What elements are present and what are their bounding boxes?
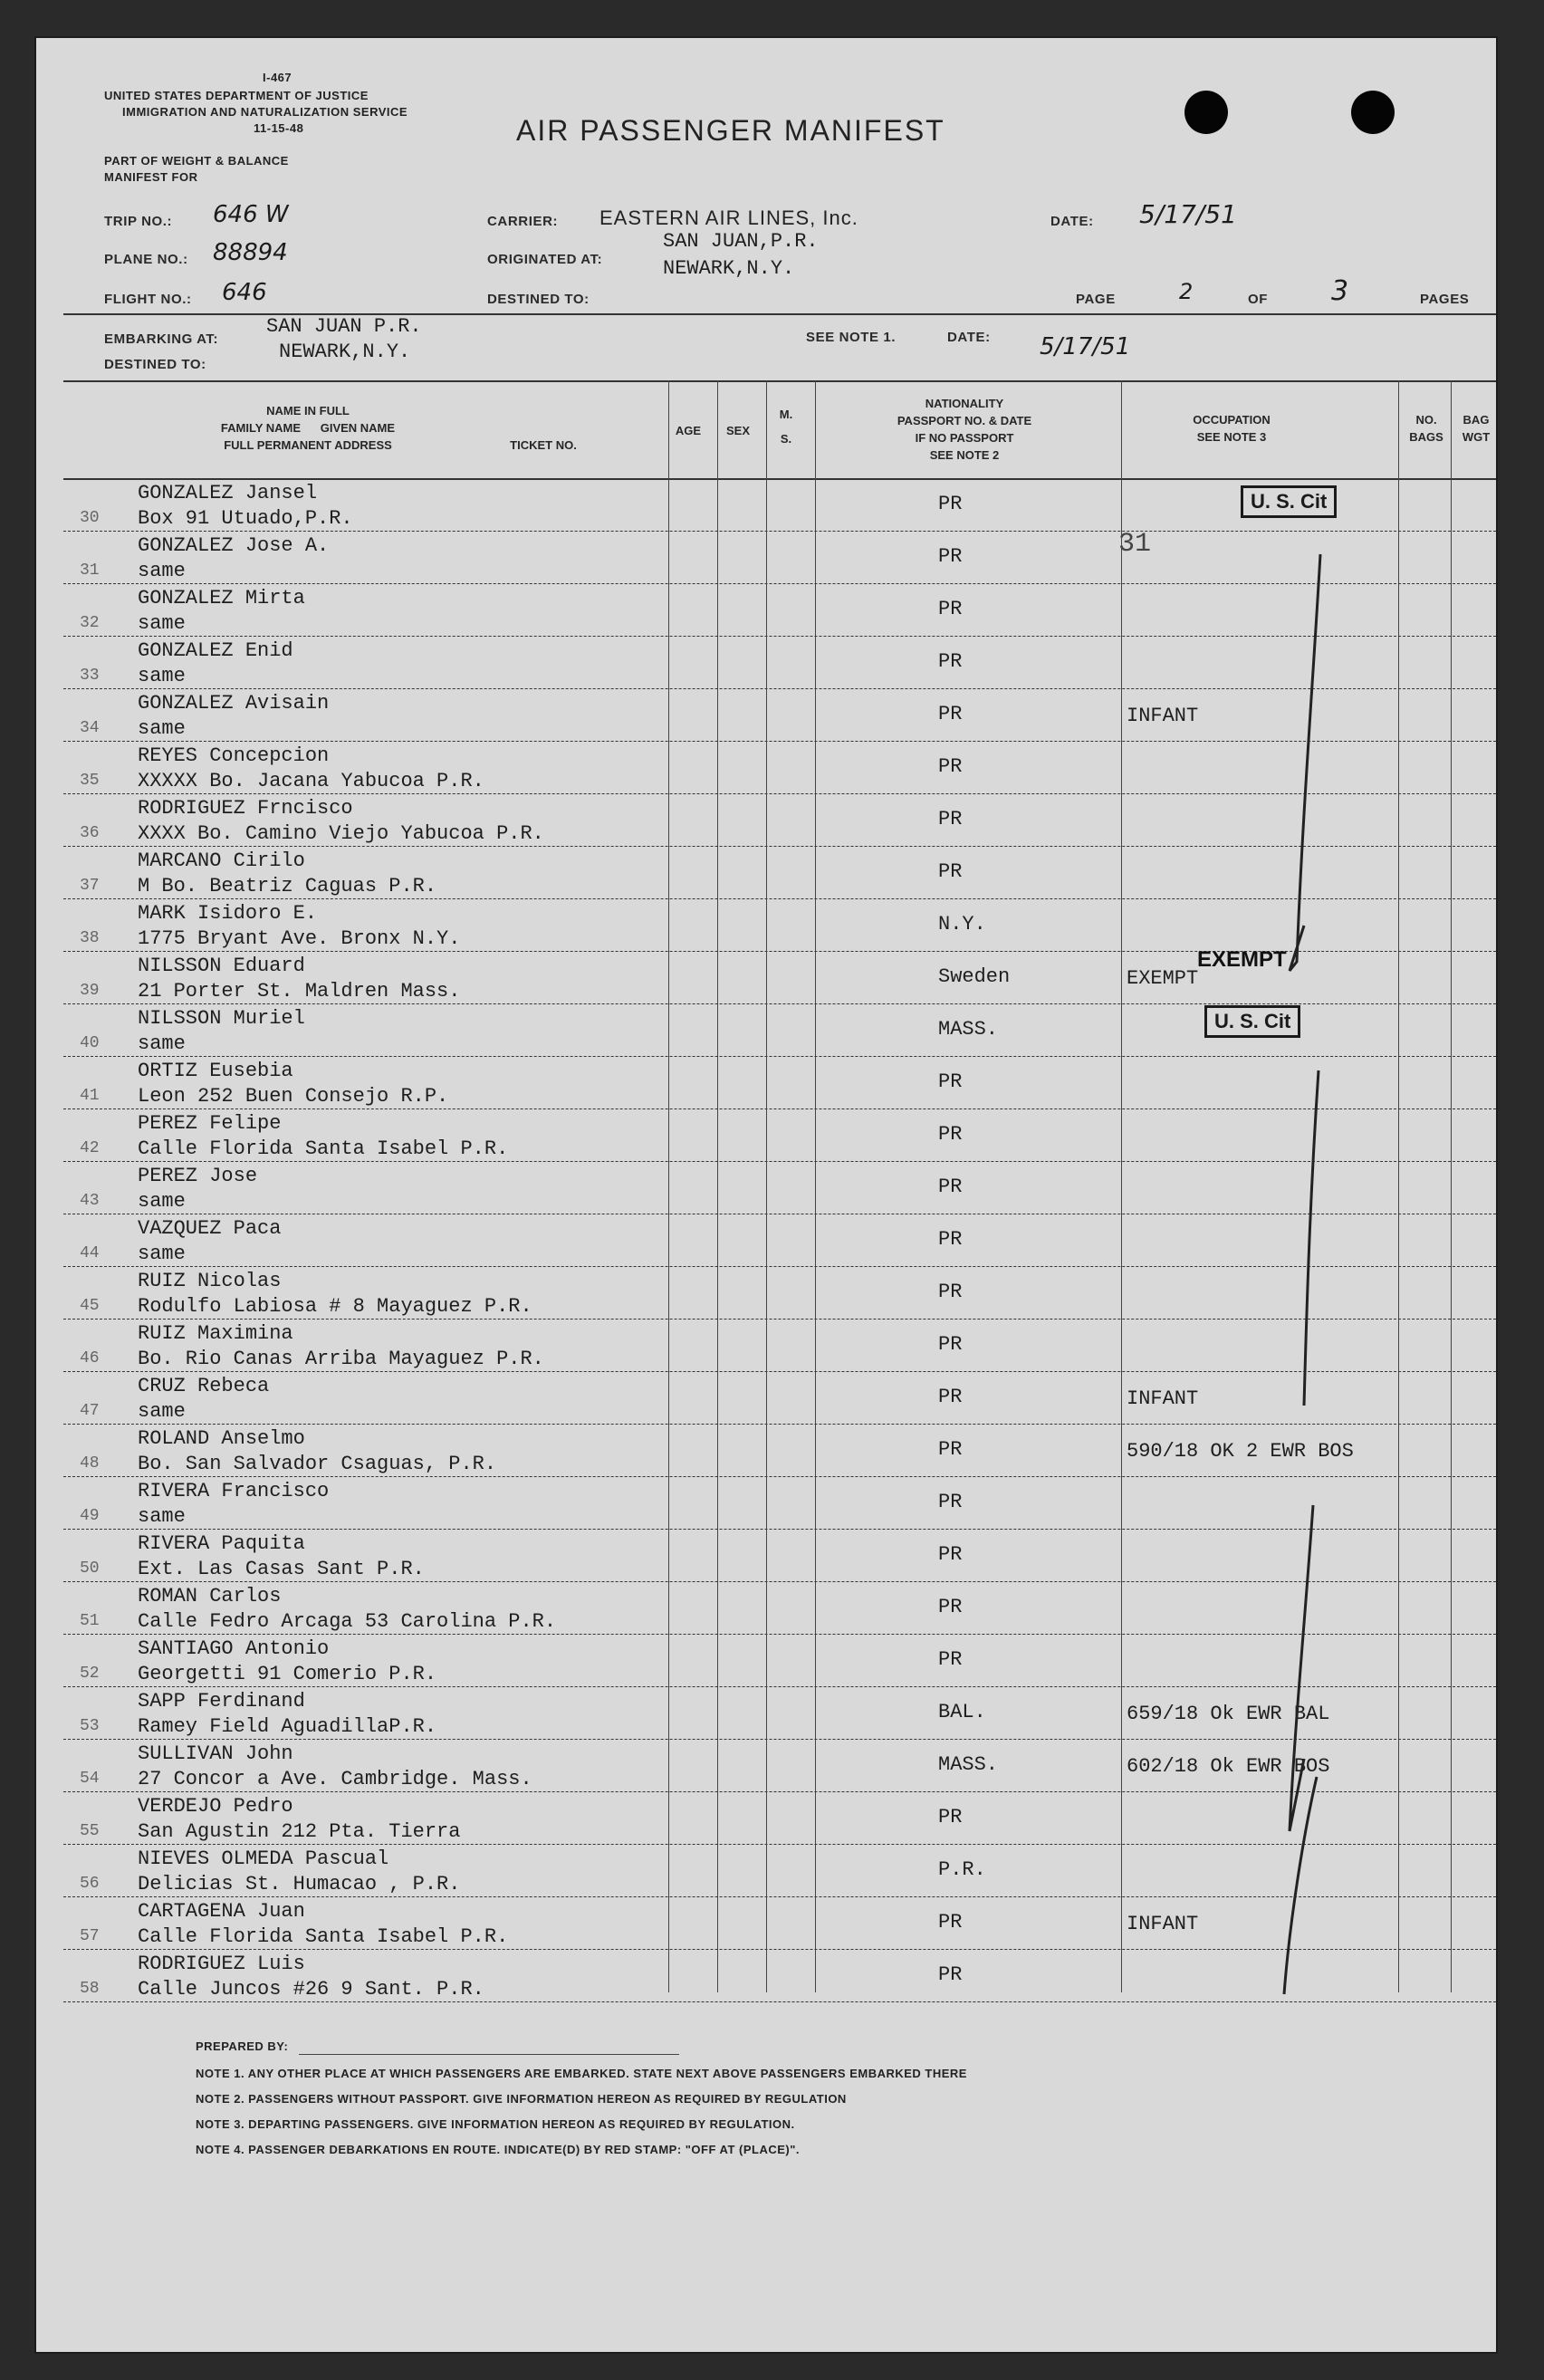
passenger-name: RODRIGUEZ Frncisco [138, 797, 353, 820]
row-number: 39 [80, 982, 100, 1000]
note-1: NOTE 1. ANY OTHER PLACE AT WHICH PASSENGERS ARE EMBARKED. STATE NEXT ABOVE PASSENGERS EMBARKED THERE [196, 2067, 967, 2080]
page-value: 2 [1179, 279, 1194, 304]
row-number: 40 [80, 1034, 100, 1052]
passenger-name: NIEVES OLMEDA Pascual [138, 1847, 389, 1870]
destined-label: DESTINED TO: [487, 292, 590, 307]
col-ticket-label: TICKET NO. [510, 438, 577, 452]
note-2: NOTE 2. PASSENGERS WITHOUT PASSPORT. GIVE INFORMATION HEREON AS REQUIRED BY REGULATION [196, 2092, 847, 2106]
passenger-address: same [138, 1032, 186, 1055]
passenger-address: Bo. Rio Canas Arriba Mayaguez P.R. [138, 1348, 544, 1370]
col-given-label: GIVEN NAME [320, 421, 396, 435]
passenger-address: M Bo. Beatriz Caguas P.R. [138, 875, 437, 897]
nationality-cell: MASS. [938, 1753, 999, 1776]
passenger-name: GONZALEZ Jansel [138, 482, 318, 504]
passenger-address: Calle Fedro Arcaga 53 Carolina P.R. [138, 1610, 557, 1633]
punch-hole [1184, 91, 1228, 134]
nationality-cell: PR [938, 808, 963, 830]
passenger-address: same [138, 717, 186, 740]
row-number: 34 [80, 719, 100, 737]
col-m-label: M. [779, 408, 793, 421]
occupation-cell: INFANT [1127, 1387, 1199, 1410]
col-nat2: PASSPORT NO. & DATE [897, 414, 1032, 427]
col-divider [815, 380, 816, 1992]
row-number: 42 [80, 1139, 100, 1157]
manifest-sheet [36, 38, 1496, 2352]
trip-no-label: TRIP NO.: [104, 214, 173, 229]
row-number: 32 [80, 614, 100, 632]
nationality-cell: PR [938, 1596, 963, 1618]
col-head-name [181, 402, 435, 454]
nationality-cell: Sweden [938, 965, 1011, 988]
nationality-cell: PR [938, 860, 963, 883]
passenger-address: Rodulfo Labiosa # 8 Mayaguez P.R. [138, 1295, 532, 1318]
passenger-address: same [138, 560, 186, 582]
embarking-label: EMBARKING AT: [104, 331, 219, 347]
part-of-line2: MANIFEST FOR [104, 170, 198, 184]
row-number: 33 [80, 667, 100, 685]
us-citizen-stamp: U. S. Cit [1241, 485, 1337, 518]
col-occ1: OCCUPATION [1193, 413, 1271, 427]
passenger-address: San Agustin 212 Pta. Tierra [138, 1820, 461, 1843]
carrier-label: CARRIER: [487, 214, 559, 229]
row-number: 30 [80, 509, 100, 527]
table-top-border [63, 380, 1496, 382]
row-number: 55 [80, 1822, 100, 1840]
passenger-name: RUIZ Nicolas [138, 1270, 282, 1292]
us-citizen-stamp: U. S. Cit [1204, 1005, 1300, 1038]
passenger-name: MARK Isidoro E. [138, 902, 318, 925]
nationality-cell: PR [938, 1806, 963, 1828]
nationality-cell: BAL. [938, 1701, 986, 1723]
passenger-name: ROLAND Anselmo [138, 1427, 305, 1450]
punch-hole [1351, 91, 1395, 134]
prepared-by: PREPARED BY: [196, 2039, 289, 2053]
col-name-label: NAME IN FULL [266, 404, 350, 417]
col-bags2: BAGS [1409, 430, 1443, 444]
nationality-cell: PR [938, 755, 963, 778]
passenger-name: RIVERA Francisco [138, 1480, 330, 1502]
passenger-address: Calle Juncos #26 9 Sant. P.R. [138, 1978, 484, 2001]
nationality-cell: PR [938, 493, 963, 515]
page-label: PAGE [1076, 292, 1116, 307]
header-bottom-border [63, 478, 1496, 480]
page-title: AIR PASSENGER MANIFEST [516, 114, 945, 147]
agency-line1: UNITED STATES DEPARTMENT OF JUSTICE [104, 89, 369, 102]
passenger-name: SULLIVAN John [138, 1742, 293, 1765]
occupation-cell: INFANT [1127, 1913, 1199, 1935]
col-family-given [181, 419, 435, 437]
row-number: 53 [80, 1717, 100, 1735]
originated-value: SAN JUAN,P.R. [663, 230, 819, 253]
nationality-cell: PR [938, 1123, 963, 1146]
row-number: 51 [80, 1612, 100, 1630]
trip-no-value: 646 W [213, 201, 289, 228]
passenger-name: RUIZ Maximina [138, 1322, 293, 1345]
occupation-cell: EXEMPT [1127, 967, 1199, 990]
plane-no-value: 88894 [213, 239, 288, 266]
col-divider [668, 380, 669, 1992]
occupation-cell: 590/18 OK 2 EWR BOS [1127, 1440, 1354, 1463]
destined-to-label: DESTINED TO: [104, 357, 206, 372]
nationality-cell: PR [938, 1281, 963, 1303]
col-divider [717, 380, 718, 1992]
exempt-stamp: EXEMPT [1197, 947, 1287, 972]
passenger-name: CARTAGENA Juan [138, 1900, 305, 1923]
note-4: NOTE 4. PASSENGER DEBARKATIONS EN ROUTE. INDICATE(D) BY RED STAMP: "OFF AT (PLACE)". [196, 2143, 801, 2156]
passenger-name: GONZALEZ Avisain [138, 692, 330, 715]
originated-label: ORIGINATED AT: [487, 252, 603, 267]
row-number: 36 [80, 824, 100, 842]
nationality-cell: PR [938, 1070, 963, 1093]
flight-no-value: 646 [222, 279, 267, 306]
passenger-address: Georgetti 91 Comerio P.R. [138, 1663, 437, 1685]
col-divider [1121, 380, 1122, 1992]
occupation-cell: 659/18 Ok EWR BAL [1127, 1703, 1330, 1725]
row-divider [63, 531, 1496, 532]
passenger-name: REYES Concepcion [138, 744, 330, 767]
col-age-label: AGE [675, 424, 702, 437]
col-nat3: IF NO PASSPORT [915, 431, 1014, 445]
row-number: 54 [80, 1770, 100, 1788]
passenger-name: PEREZ Felipe [138, 1112, 282, 1135]
nationality-cell: PR [938, 545, 963, 568]
passenger-address: Box 91 Utuado,P.R. [138, 507, 353, 530]
see-note: SEE NOTE 1. [806, 330, 897, 345]
passenger-name: ROMAN Carlos [138, 1585, 282, 1607]
row-number: 57 [80, 1927, 100, 1945]
col-nat4: SEE NOTE 2 [929, 448, 1000, 462]
col-divider [1451, 380, 1452, 1992]
col-wgt2: WGT [1462, 430, 1491, 444]
note-3: NOTE 3. DEPARTING PASSENGERS. GIVE INFORMATION HEREON AS REQUIRED BY REGULATION. [196, 2117, 795, 2131]
passenger-address: Delicias St. Humacao , P.R. [138, 1873, 461, 1895]
col-sex-label: SEX [725, 424, 750, 437]
of-pages-value: 3 [1331, 275, 1349, 307]
nationality-cell: PR [938, 598, 963, 620]
passenger-address: XXXX Bo. Camino Viejo Yabucoa P.R. [138, 822, 544, 845]
passenger-address: same [138, 612, 186, 635]
form-date: 11-15-48 [254, 121, 304, 135]
nationality-cell: PR [938, 1438, 963, 1461]
passenger-address: 1775 Bryant Ave. Bronx N.Y. [138, 927, 461, 950]
agency-line2: IMMIGRATION AND NATURALIZATION SERVICE [122, 105, 408, 119]
passenger-name: PEREZ Jose [138, 1165, 258, 1187]
passenger-name: GONZALEZ Enid [138, 639, 293, 662]
nationality-cell: P.R. [938, 1858, 986, 1881]
passenger-address: 27 Concor a Ave. Cambridge. Mass. [138, 1768, 532, 1790]
col-wgt [1453, 411, 1499, 446]
row-number: 44 [80, 1244, 100, 1262]
row-number: 50 [80, 1559, 100, 1578]
nationality-cell: PR [938, 1648, 963, 1671]
carrier-value: EASTERN AIR LINES, Inc. [599, 206, 858, 229]
col-family-label: FAMILY NAME [220, 421, 302, 435]
col-bags1: NO. [1415, 413, 1437, 427]
nationality-cell: PR [938, 1911, 963, 1934]
embarking-value: SAN JUAN P.R. [266, 315, 422, 338]
nationality-cell: PR [938, 1176, 963, 1198]
col-ms [768, 406, 804, 447]
nationality-cell: PR [938, 1491, 963, 1513]
passenger-address: XXXXX Bo. Jacana Yabucoa P.R. [138, 770, 484, 792]
col-divider [766, 380, 767, 1992]
nationality-cell: PR [938, 650, 963, 673]
passenger-name: NILSSON Muriel [138, 1007, 305, 1030]
date2-label: DATE: [947, 330, 991, 345]
passenger-name: MARCANO Cirilo [138, 849, 305, 872]
checkmark-lines [1277, 545, 1331, 2076]
passenger-name: NILSSON Eduard [138, 955, 305, 977]
part-of-line1: PART OF WEIGHT & BALANCE [104, 154, 289, 168]
row-number: 58 [80, 1980, 100, 1998]
date2-value: 5/17/51 [1040, 333, 1131, 360]
passenger-address: same [138, 665, 186, 687]
row-number: 41 [80, 1087, 100, 1105]
passenger-name: VAZQUEZ Paca [138, 1217, 282, 1240]
passenger-address: same [138, 1243, 186, 1265]
passenger-address: Ramey Field AguadillaP.R. [138, 1715, 437, 1738]
col-address-label: FULL PERMANENT ADDRESS [224, 438, 392, 452]
row-number: 37 [80, 877, 100, 895]
nationality-cell: PR [938, 1543, 963, 1566]
of-label: OF [1248, 292, 1269, 307]
passenger-name: GONZALEZ Jose A. [138, 534, 330, 557]
row-number: 38 [80, 929, 100, 947]
passenger-address: Bo. San Salvador Csaguas, P.R. [138, 1453, 497, 1475]
col-nat1: NATIONALITY [925, 397, 1004, 410]
col-s-label: S. [780, 432, 792, 446]
passenger-address: 21 Porter St. Maldren Mass. [138, 980, 461, 1003]
passenger-name: SANTIAGO Antonio [138, 1637, 330, 1660]
nationality-cell: PR [938, 1228, 963, 1251]
nationality-cell: PR [938, 1333, 963, 1356]
passenger-address: Calle Florida Santa Isabel P.R. [138, 1137, 509, 1160]
nationality-cell: PR [938, 1386, 963, 1408]
passenger-address: same [138, 1400, 186, 1423]
row-number: 49 [80, 1507, 100, 1525]
destined-value: NEWARK,N.Y. [663, 257, 795, 280]
row-number: 45 [80, 1297, 100, 1315]
row31-mark: 31 [1118, 529, 1152, 560]
passenger-name: ORTIZ Eusebia [138, 1060, 293, 1082]
col-divider [1398, 380, 1399, 1992]
destined-to-value: NEWARK,N.Y. [279, 341, 411, 363]
row-number: 31 [80, 561, 100, 580]
col-wgt1: BAG [1462, 413, 1490, 427]
row-number: 48 [80, 1454, 100, 1473]
passenger-address: Ext. Las Casas Sant P.R. [138, 1558, 425, 1580]
passenger-address: Calle Florida Santa Isabel P.R. [138, 1925, 509, 1948]
occupation-cell: 602/18 Ok EWR BOS [1127, 1755, 1330, 1778]
passenger-address: same [138, 1505, 186, 1528]
form-number: I-467 [263, 71, 292, 84]
row-number: 46 [80, 1349, 100, 1368]
date-value: 5/17/51 [1139, 199, 1237, 229]
date-label: DATE: [1050, 214, 1094, 229]
passenger-name: GONZALEZ Mirta [138, 587, 305, 609]
row-number: 52 [80, 1665, 100, 1683]
col-occupation [1123, 411, 1340, 446]
col-occ2: SEE NOTE 3 [1196, 430, 1267, 444]
passenger-name: SAPP Ferdinand [138, 1690, 305, 1713]
row-number: 35 [80, 772, 100, 790]
row-number: 56 [80, 1875, 100, 1893]
passenger-address: Leon 252 Buen Consejo R.P. [138, 1085, 449, 1108]
passenger-name: VERDEJO Pedro [138, 1795, 293, 1818]
nationality-cell: PR [938, 703, 963, 725]
prepared-by-line [299, 2054, 679, 2055]
nationality-cell: PR [938, 1963, 963, 1986]
occupation-cell: INFANT [1127, 705, 1199, 727]
row-number: 43 [80, 1192, 100, 1210]
passenger-name: RIVERA Paquita [138, 1532, 305, 1555]
passenger-name: RODRIGUEZ Luis [138, 1953, 305, 1975]
col-nationality [829, 395, 1100, 464]
flight-no-label: FLIGHT NO.: [104, 292, 192, 307]
pages-label: PAGES [1420, 292, 1470, 307]
passenger-address: same [138, 1190, 186, 1213]
passenger-name: CRUZ Rebeca [138, 1375, 270, 1397]
nationality-cell: N.Y. [938, 913, 986, 936]
col-bags [1404, 411, 1449, 446]
row-number: 47 [80, 1402, 100, 1420]
plane-no-label: PLANE NO.: [104, 252, 188, 267]
nationality-cell: MASS. [938, 1018, 999, 1041]
